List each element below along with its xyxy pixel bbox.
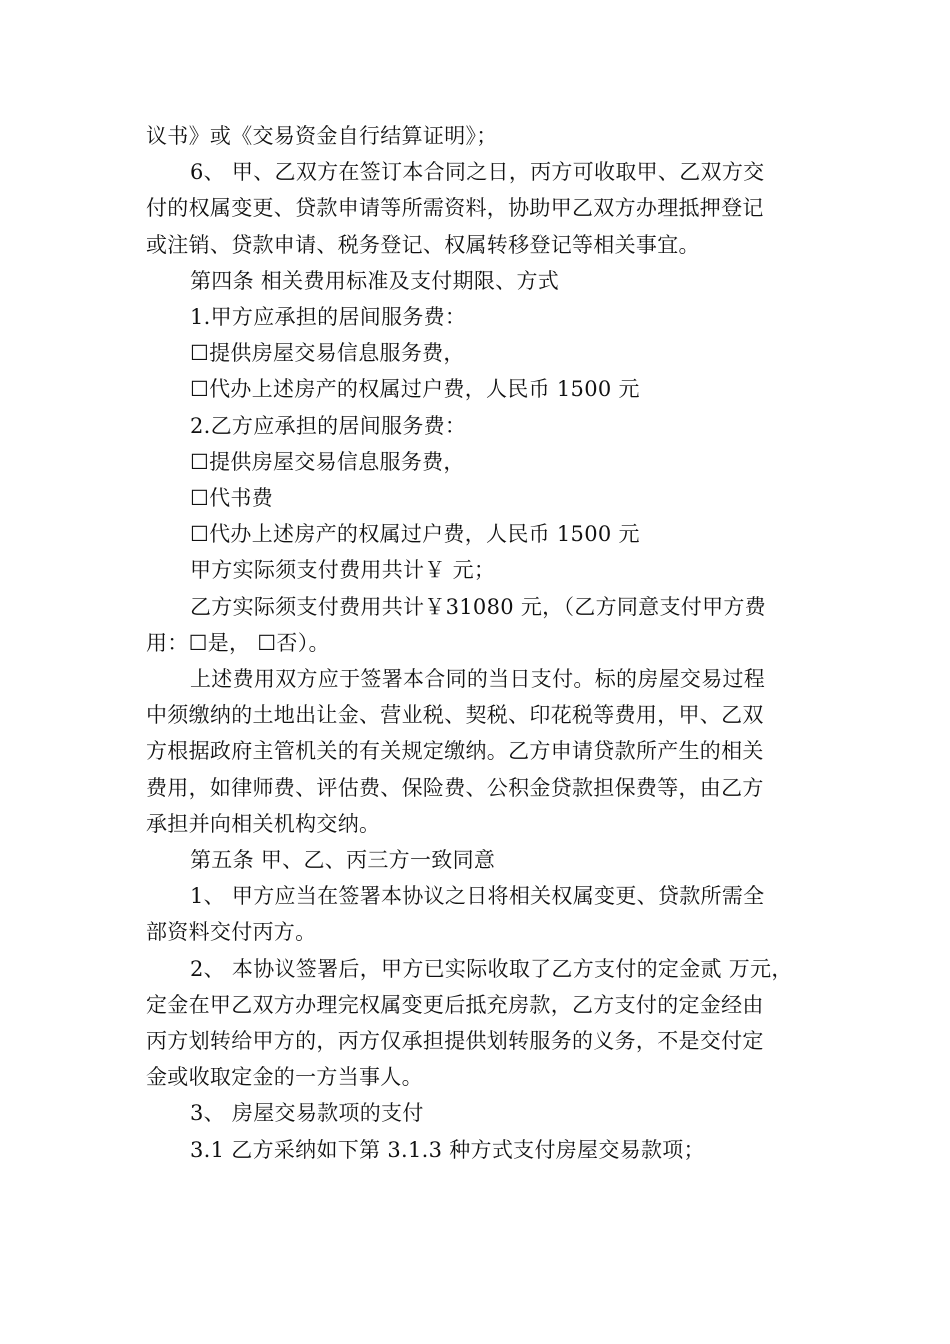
text-line: 丙方划转给甲方的，丙方仅承担提供划转服务的义务，不是交付定 (146, 1029, 764, 1054)
text-line: 或注销、贷款申请、税务登记、权属转移登记等相关事宜。 (146, 232, 700, 257)
text-line: 1.甲方应承担的居间服务费： (190, 305, 467, 330)
section-heading: 第五条 甲、乙、丙三方一致同意 (190, 848, 496, 873)
checkbox-line: ☐代办上述房产的权属过户费，人民币 1500 元 (190, 522, 640, 547)
text-line: 3.1 乙方采纳如下第 3.1.3 种方式支付房屋交易款项； (190, 1137, 705, 1162)
text-line: 付的权属变更、贷款申请等所需资料，协助甲乙双方办理抵押登记 (146, 196, 764, 221)
checkbox-line: ☐提供房屋交易信息服务费， (190, 449, 465, 474)
text-line: 费用，如律师费、评估费、保险费、公积金贷款担保费等，由乙方 (146, 775, 764, 800)
text-line: 上述费用双方应于签署本合同的当日支付。标的房屋交易过程 (190, 667, 766, 692)
text-line: 议书》或《交易资金自行结算证明》； (146, 124, 498, 148)
text-line: 2、 本协议签署后，甲方已实际收取了乙方支付的定金贰 万元， (190, 956, 793, 981)
text-line: 乙方实际须支付费用共计￥31080 元，（乙方同意支付甲方费 (190, 594, 766, 619)
text-line: 用：☐是， ☐否）。 (146, 630, 330, 655)
text-line: 定金在甲乙双方办理完权属变更后抵充房款，乙方支付的定金经由 (146, 992, 764, 1017)
text-line: 金或收取定金的一方当事人。 (146, 1065, 423, 1090)
text-line: 中须缴纳的土地出让金、营业税、契税、印花税等费用，甲、乙双 (146, 703, 764, 728)
text-line: 方根据政府主管机关的有关规定缴纳。乙方申请贷款所产生的相关 (146, 739, 764, 764)
text-line: 2.乙方应承担的居间服务费： (190, 413, 467, 438)
checkbox-line: ☐提供房屋交易信息服务费， (190, 341, 465, 366)
checkbox-line: ☐代办上述房产的权属过户费，人民币 1500 元 (190, 377, 640, 402)
text-line: 1、 甲方应当在签署本协议之日将相关权属变更、贷款所需全 (190, 884, 765, 909)
text-line: 部资料交付丙方。 (146, 920, 317, 945)
checkbox-line: ☐代书费 (190, 486, 274, 511)
text-line: 甲方实际须支付费用共计￥ 元； (190, 558, 496, 583)
text-line: 3、 房屋交易款项的支付 (190, 1101, 424, 1126)
text-line: 6、 甲、乙双方在签订本合同之日，丙方可收取甲、乙双方交 (190, 160, 765, 185)
text-line: 承担并向相关机构交纳。 (146, 811, 381, 836)
document-body (146, 118, 826, 1168)
section-heading: 第四条 相关费用标准及支付期限、方式 (190, 268, 560, 293)
